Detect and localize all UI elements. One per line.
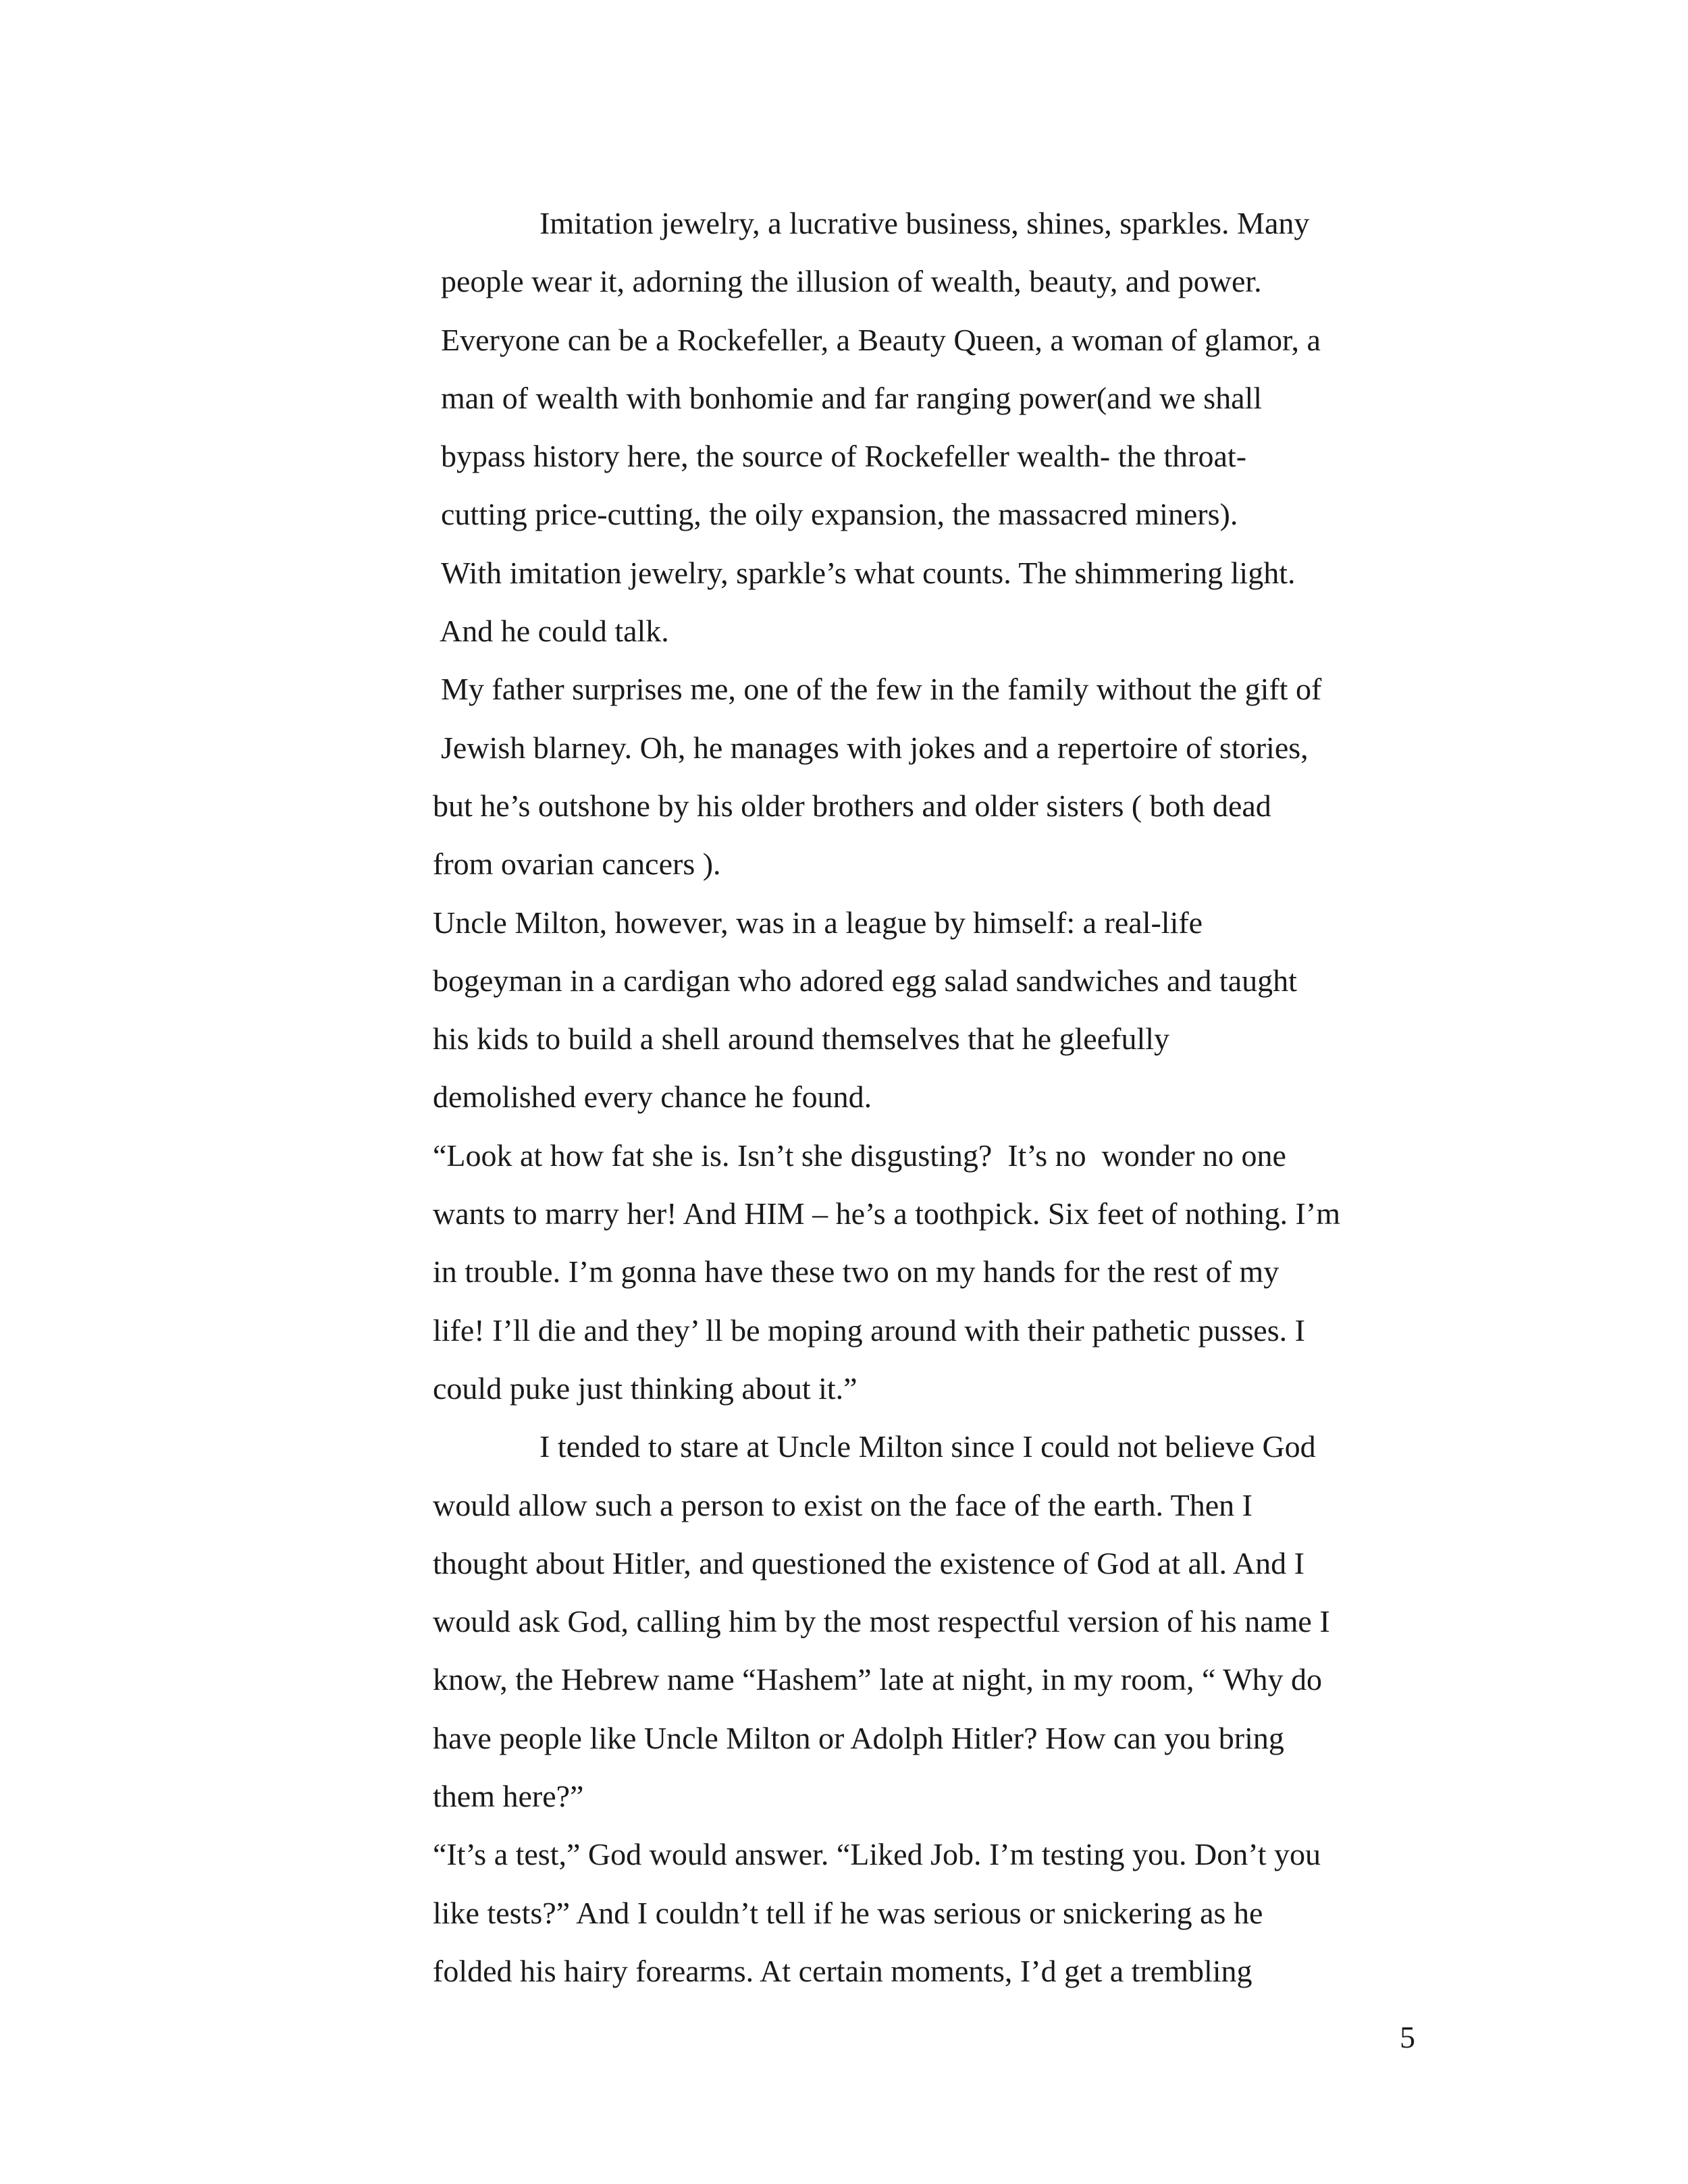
text-line: “It’s a test,” God would answer. “Liked Job. I’m testing you. Don’t you bbox=[433, 1837, 1321, 1872]
text-line: Everyone can be a Rockefeller, a Beauty Queen, a woman of glamor, a bbox=[441, 322, 1321, 357]
text-line: I tended to stare at Uncle Milton since I could not believe God bbox=[539, 1429, 1316, 1464]
text-line: would ask God, calling him by the most respectful version of his name I bbox=[433, 1604, 1330, 1639]
text-line: “Look at how fat she is. Isn’t she disgusting? It’s no wonder no one bbox=[433, 1138, 1286, 1173]
text-line: Imitation jewelry, a lucrative business, shines, sparkles. Many bbox=[539, 206, 1310, 240]
text-line: man of wealth with bonhomie and far ranging power(and we shall bbox=[441, 380, 1263, 415]
text-line: people wear it, adorning the illusion of wealth, beauty, and power. bbox=[441, 264, 1262, 299]
text-line: life! I’ll die and they’ ll be moping around with their pathetic pusses. I bbox=[433, 1312, 1305, 1348]
text-line: With imitation jewelry, sparkle’s what counts. The shimmering light. bbox=[441, 555, 1296, 590]
text-line: My father surprises me, one of the few in the family without the gift of bbox=[441, 672, 1322, 707]
text-line: from ovarian cancers ). bbox=[433, 847, 721, 882]
text-line: have people like Uncle Milton or Adolph Hitler? How can you bring bbox=[433, 1720, 1284, 1755]
text-line: And he could talk. bbox=[440, 614, 669, 649]
text-line: bogeyman in a cardigan who adored egg salad sandwiches and taught bbox=[433, 963, 1297, 998]
text-line: wants to marry her! And HIM – he’s a toothpick. Six feet of nothing. I’m bbox=[433, 1196, 1340, 1231]
text-line: like tests?” And I couldn’t tell if he was serious or snickering as he bbox=[433, 1895, 1263, 1930]
text-line: folded his hairy forearms. At certain moments, I’d get a trembling bbox=[433, 1953, 1252, 1988]
text-line: demolished every chance he found. bbox=[433, 1080, 872, 1115]
text-line: thought about Hitler, and questioned the existence of God at all. And I bbox=[433, 1545, 1304, 1580]
text-line: bypass history here, the source of Rockefeller wealth- the throat- bbox=[441, 439, 1247, 474]
text-line: would allow such a person to exist on the face of the earth. Then I bbox=[433, 1487, 1252, 1522]
text-line: them here?” bbox=[433, 1779, 584, 1814]
text-line: Jewish blarney. Oh, he manages with jokes and a repertoire of stories, bbox=[441, 730, 1309, 765]
text-line: cutting price-cutting, the oily expansion, the massacred miners). bbox=[441, 497, 1238, 532]
text-line: in trouble. I’m gonna have these two on my hands for the rest of my bbox=[433, 1254, 1280, 1289]
page-number: 5 bbox=[1400, 2020, 1415, 2054]
text-line: but he’s outshone by his older brothers and older sisters ( both dead bbox=[433, 788, 1271, 823]
text-line: could puke just thinking about it.” bbox=[433, 1370, 858, 1406]
text-line: know, the Hebrew name “Hashem” late at night, in my room, “ Why do bbox=[433, 1662, 1323, 1697]
body-text bbox=[433, 194, 1432, 2000]
text-line: his kids to build a shell around themselves that he gleefully bbox=[433, 1021, 1170, 1057]
text-line: Uncle Milton, however, was in a league by himself: a real-life bbox=[433, 905, 1203, 940]
